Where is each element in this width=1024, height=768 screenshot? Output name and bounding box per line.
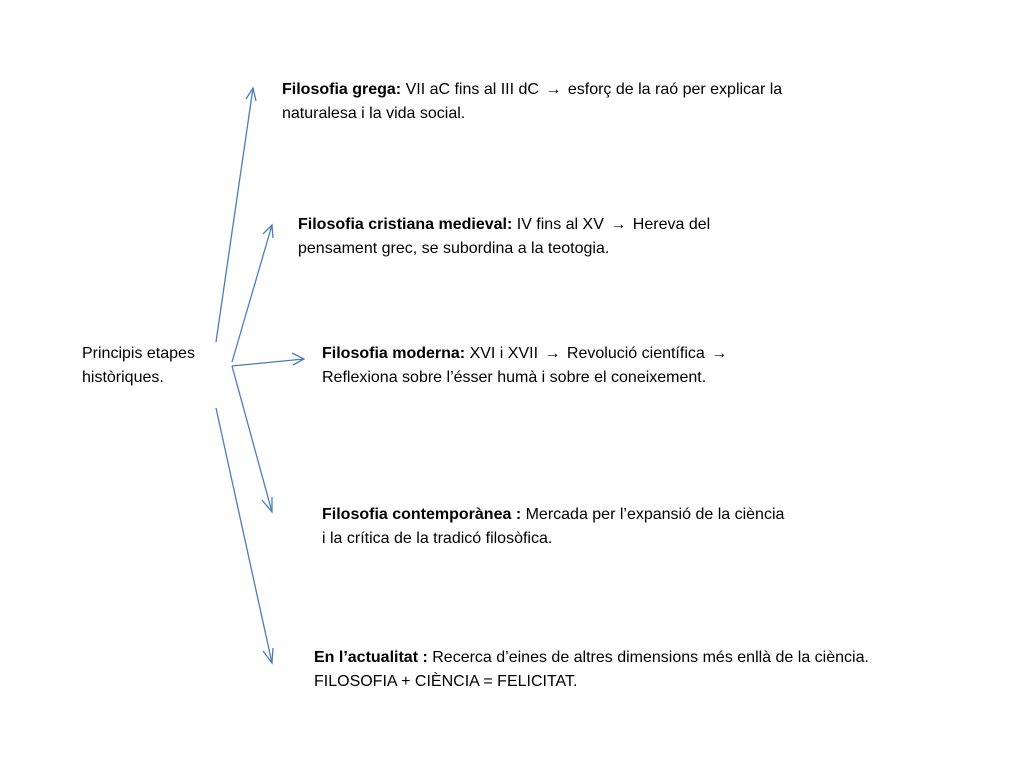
node-title: Filosofia grega: [282, 81, 402, 98]
node-title: En l’actualitat : [314, 649, 428, 666]
node-text [314, 646, 884, 670]
arrow-right-icon: → [545, 81, 562, 98]
node-filosofia-grega [282, 78, 842, 126]
arrow-to-moderna [232, 353, 304, 366]
node-filosofia-moderna [322, 342, 792, 390]
node-formula: FILOSOFIA + CIÈNCIA = FELICITAT. [314, 673, 578, 690]
node-text [298, 213, 768, 261]
node-description: Recerca d’eines de altres dimensions més enllà de la ciència. [427, 649, 869, 666]
node-filosofia-cristiana-medieval [298, 213, 768, 261]
node-description: esforç de la raó per explicar la naturalesa i la vida social. [282, 81, 783, 122]
node-dates: IV fins al XV [512, 216, 609, 233]
node-dates: VII aC fins al III dC [401, 81, 544, 98]
node-text [322, 342, 792, 390]
node-title: Filosofia cristiana medieval: [298, 216, 513, 233]
node-description: Mercada per l’expansió de la ciència i la crítica de la tradicó filosòfica. [322, 506, 785, 547]
arrow-to-contemporania [232, 366, 272, 512]
node-description: Reflexiona sobre l’ésser humà i sobre el coneixement. [322, 369, 707, 386]
node-title: Filosofia moderna: [322, 345, 466, 362]
root-topic-line1: Principis etapes [82, 345, 195, 362]
node-event: Revolució científica [562, 345, 710, 362]
arrow-right-icon: → [711, 345, 728, 362]
root-topic-line2: històriques. [82, 369, 164, 386]
node-dates: XVI i XVII [465, 345, 543, 362]
node-title: Filosofia contemporànea : [322, 506, 522, 523]
node-description: Hereva del pensament grec, se subordina a la teotogia. [298, 216, 711, 257]
node-filosofia-contemporania [322, 503, 792, 551]
arrow-right-icon: → [544, 345, 561, 362]
node-actualitat [314, 646, 884, 694]
root-topic [82, 342, 222, 390]
arrow-to-actualitat [216, 408, 273, 663]
arrow-to-medieval [232, 225, 273, 362]
node-text [322, 503, 792, 551]
arrow-right-icon: → [610, 216, 627, 233]
node-text [282, 78, 842, 126]
arrow-to-grega [216, 88, 256, 342]
